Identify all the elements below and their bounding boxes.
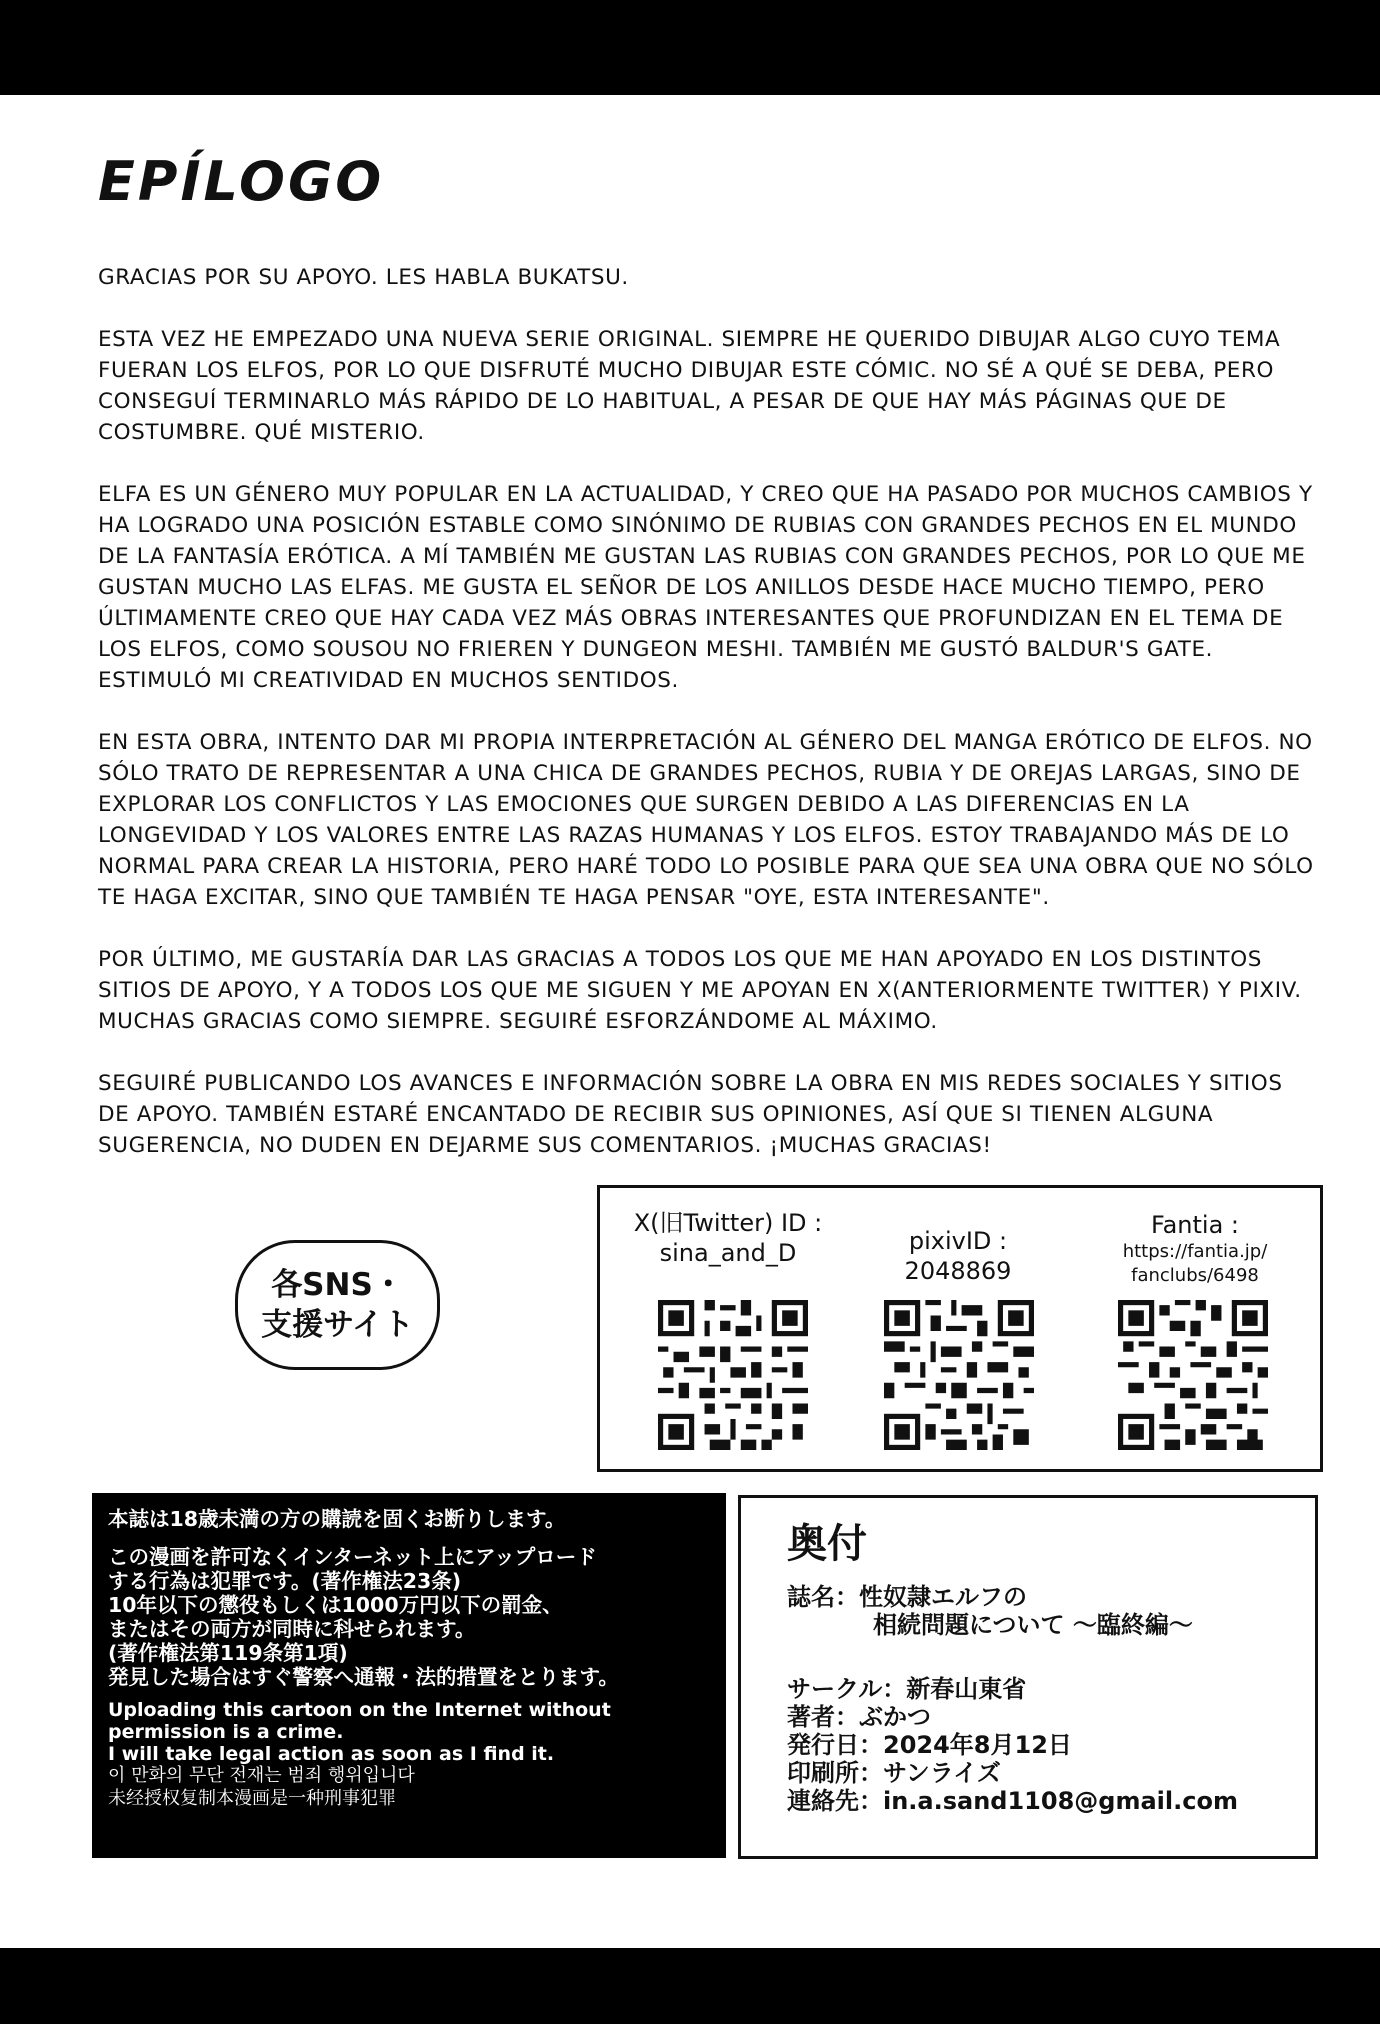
colophon-author: 著者：ぶかつ [787, 1703, 931, 1731]
legal-text-line: またはその両方が同時に科せられます。 [108, 1617, 476, 1641]
fantia-qr-code-icon [1118, 1300, 1268, 1450]
paragraph: ELFA ES UN GÉNERO MUY POPULAR EN LA ACTUALIDAD, Y CREO QUE HA PASADO POR MUCHOS CAMBIOS Y HA LOGRADO UNA POSICIÓN ESTABLE COMO SINÓNIMO DE RUBIAS CON GRANDES PECHOS EN EL MUNDO DE LA FANTASÍA ERÓTICA. A MÍ TAMBIÉN ME GUSTAN LAS RUBIAS CON GRANDES PECHOS, POR LO QUE ME GUSTAN MUCHO LAS ELFAS. ME GUSTA EL SEÑOR DE LOS ANILLOS DESDE HACE MUCHO TIEMPO, PERO ÚLTIMAMENTE CREO QUE HAY CADA VEZ MÁS OBRAS INTERESANTES QUE PROFUNDIZAN EN EL TEMA DE LOS ELFOS, COMO SOUSOU NO FRIEREN Y DUNGEON MESHI. TAMBIÉN ME GUSTÓ BALDUR'S GATE. ESTIMULÓ MI CREATIVIDAD EN MUCHOS SENTIDOS. [98, 482, 1313, 693]
pixiv-qr-code-icon [884, 1300, 1034, 1450]
paragraph: GRACIAS POR SU APOYO. LES HABLA BUKATSU. [98, 265, 629, 290]
legal-warning-box [92, 1493, 726, 1858]
colophon-title: 誌名：性奴隷エルフの [787, 1583, 1027, 1611]
legal-chinese-line: 未经授权复制本漫画是一种刑事犯罪 [108, 1788, 396, 1809]
legal-korean-line: 이 만화의 무단 전재는 범죄 행위입니다 [108, 1765, 415, 1786]
fantia-link-path: fanclubs/6498 [1131, 1265, 1259, 1286]
paragraph: EN ESTA OBRA, INTENTO DAR MI PROPIA INTERPRETACIÓN AL GÉNERO DEL MANGA ERÓTICO DE ELFOS. NO SÓLO TRATO DE REPRESENTAR A UNA CHICA DE GRANDES PECHOS, RUBIA Y DE OREJAS LARGAS, SINO DE EXPLORAR LOS CONFLICTOS Y LAS EMOCIONES QUE SURGEN DEBIDO A LAS DIFERENCIAS EN LA LONGEVIDAD Y LOS VALORES ENTRE LAS RAZAS HUMANAS Y LOS ELFOS. ESTOY TRABAJANDO MÁS DE LO NORMAL PARA CREAR LA HISTORIA, PERO HARÉ TODO LO POSIBLE PARA QUE SEA UNA OBRA QUE NO SÓLO TE HAGA EXCITAR, SINO QUE TAMBIÉN TE HAGA PENSAR "OYE, ESTA INTERESANTE". [98, 730, 1314, 910]
legal-english-line: permission is a crime. [108, 1721, 344, 1743]
bottom-black-band [0, 1948, 1380, 2024]
pixiv-link [858, 1226, 1058, 1286]
social-links-box [597, 1185, 1323, 1472]
legal-text-line: (著作権法第119条第1項) [108, 1641, 348, 1665]
age-restriction-notice: 本誌は18歳未満の方の購読を固くお断りします。 [108, 1507, 566, 1531]
sns-badge [235, 1240, 440, 1370]
epilogue-body [98, 262, 1320, 1192]
legal-text-line: 発見した場合はすぐ警察へ通報・法的措置をとります。 [108, 1665, 619, 1689]
fantia-link [1090, 1210, 1300, 1288]
legal-text-line: 10年以下の懲役もしくは1000万円以下の罰金、 [108, 1593, 563, 1617]
page-title: EPÍLOGO [98, 150, 385, 213]
fantia-link-label: Fantia : [1150, 1211, 1240, 1239]
colophon-heading: 奥付 [787, 1521, 867, 1567]
top-black-band [0, 0, 1380, 95]
sns-badge-line1: 各SNS・ [271, 1267, 404, 1303]
colophon-printer: 印刷所：サンライズ [787, 1759, 1001, 1787]
x-link [618, 1208, 838, 1268]
pixiv-link-id: 2048869 [904, 1257, 1012, 1285]
paragraph: ESTA VEZ HE EMPEZADO UNA NUEVA SERIE ORIGINAL. SIEMPRE HE QUERIDO DIBUJAR ALGO CUYO TEMA FUERAN LOS ELFOS, POR LO QUE DISFRUTÉ MUCHO DIBUJAR ESTE CÓMIC. NO SÉ A QUÉ SE DEBA, PERO CONSEGUÍ TERMINARLO MÁS RÁPIDO DE LO HABITUAL, A PESAR DE QUE HAY MÁS PÁGINAS QUE DE COSTUMBRE. QUÉ MISTERIO. [98, 327, 1281, 445]
sns-badge-line2: 支援サイト [261, 1307, 414, 1343]
legal-text-line: この漫画を許可なくインターネット上にアップロード [108, 1545, 597, 1569]
x-link-label: X(旧Twitter) ID : [633, 1209, 823, 1237]
pixiv-link-label: pixivID : [908, 1227, 1008, 1255]
colophon-date: 発行日：2024年8月12日 [787, 1731, 1072, 1759]
legal-english-line: Uploading this cartoon on the Internet without [108, 1699, 611, 1721]
legal-text-line: する行為は犯罪です。(著作権法23条) [108, 1569, 462, 1593]
colophon-box [738, 1495, 1318, 1859]
fantia-link-url: https://fantia.jp/ [1122, 1241, 1268, 1262]
x-qr-code-icon [658, 1300, 808, 1450]
paragraph: SEGUIRÉ PUBLICANDO LOS AVANCES E INFORMACIÓN SOBRE LA OBRA EN MIS REDES SOCIALES Y SITIOS DE APOYO. TAMBIÉN ESTARÉ ENCANTADO DE RECIBIR SUS OPINIONES, ASÍ QUE SI TIENEN ALGUNA SUGERENCIA, NO DUDEN EN DEJARME SUS COMENTARIOS. ¡MUCHAS GRACIAS! [98, 1071, 1283, 1158]
legal-english-line: I will take legal action as soon as I find it. [108, 1743, 555, 1765]
x-link-id: sina_and_D [659, 1239, 797, 1267]
colophon-title-cont: 相続問題について 〜臨終編〜 [873, 1611, 1193, 1639]
paragraph: POR ÚLTIMO, ME GUSTARÍA DAR LAS GRACIAS A TODOS LOS QUE ME HAN APOYADO EN LOS DISTINTOS SITIOS DE APOYO, Y A TODOS LOS QUE ME SIGUEN Y ME APOYAN EN X(ANTERIORMENTE TWITTER) Y PIXIV. MUCHAS GRACIAS COMO SIEMPRE. SEGUIRÉ ESFORZÁNDOME AL MÁXIMO. [98, 947, 1302, 1034]
colophon-contact: 連絡先：in.a.sand1108@gmail.com [787, 1787, 1238, 1815]
colophon-circle: サークル：新春山東省 [787, 1675, 1027, 1703]
